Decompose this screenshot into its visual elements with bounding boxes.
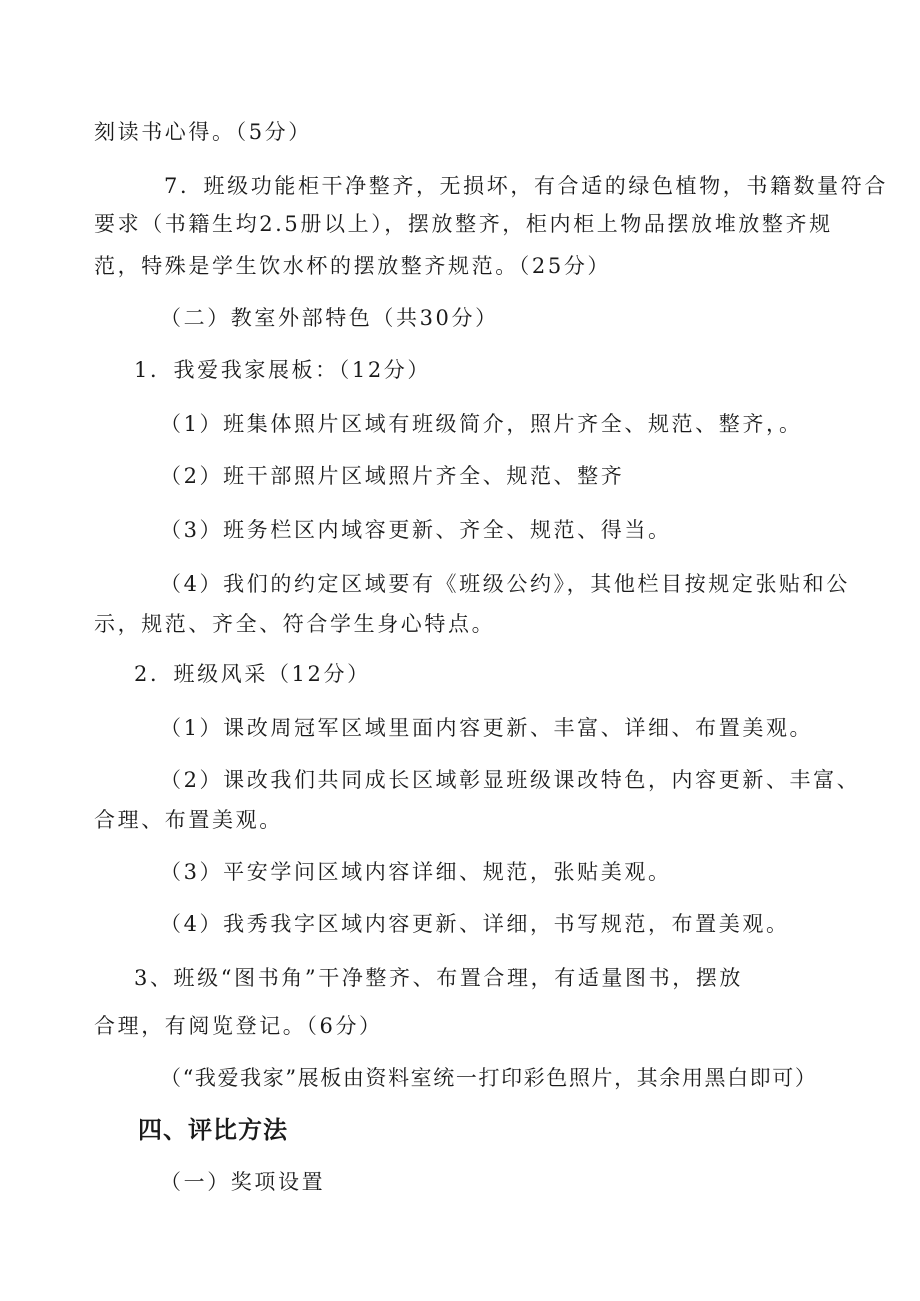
subitem-1-4-line-1: （4）我们的约定区域要有《班级公约》，其他栏目按规定张贴和公: [160, 572, 850, 596]
subsection-3-line-1: 3、班级“图书角”干净整齐、布置合理，有适量图书，摆放: [134, 966, 744, 990]
item-7-line-2: 要求（书籍生均2.5册以上），摆放整齐，柜内柜上物品摆放堆放整齐规: [94, 212, 833, 236]
subsection-1-title: 1．我爱我家展板：（12分）: [134, 358, 431, 382]
subitem-2-4: （4）我秀我字区域内容更新、详细，书写规范，布置美观。: [160, 912, 790, 936]
subitem-1-1: （1）班集体照片区域有班级简介，照片齐全、规范、整齐，。: [160, 412, 803, 436]
item-7-line-1: 7．班级功能柜干净整齐，无损坏，有合适的绿色植物，书籍数量符合: [164, 174, 888, 198]
subitem-1-3: （3）班务栏区内域容更新、齐全、规范、得当。: [160, 518, 672, 542]
item-7-line-3: 范，特殊是学生饮水杯的摆放整齐规范。（25分）: [94, 254, 612, 278]
subitem-1-4-line-2: 示，规范、齐全、符合学生身心特点。: [94, 612, 496, 636]
section-4-heading: 四、评比方法: [138, 1116, 288, 1144]
note-line: （“我爱我家”展板由资料室统一打印彩色照片，其余用黑白即可）: [160, 1066, 818, 1090]
section-4-subtitle: （一）奖项设置: [160, 1170, 326, 1194]
subitem-2-3: （3）平安学问区域内容详细、规范，张贴美观。: [160, 860, 672, 884]
subitem-2-1: （1）课改周冠军区域里面内容更新、丰富、详细、布置美观。: [160, 716, 814, 740]
text-line-1: 刻读书心得。（5分）: [94, 120, 312, 144]
subsection-3-line-2: 合理，有阅览登记。（6分）: [94, 1014, 383, 1038]
subitem-2-2-line-1: （2）课改我们共同成长区域彰显班级课改特色，内容更新、丰富、: [160, 768, 861, 792]
subsection-2-title: 2．班级风采（12分）: [134, 662, 371, 686]
subitem-1-2: （2）班干部照片区域照片齐全、规范、整齐: [160, 464, 625, 488]
subitem-2-2-line-2: 合理、布置美观。: [94, 808, 283, 832]
section-2-title: （二）教室外部特色（共30分）: [160, 306, 499, 330]
